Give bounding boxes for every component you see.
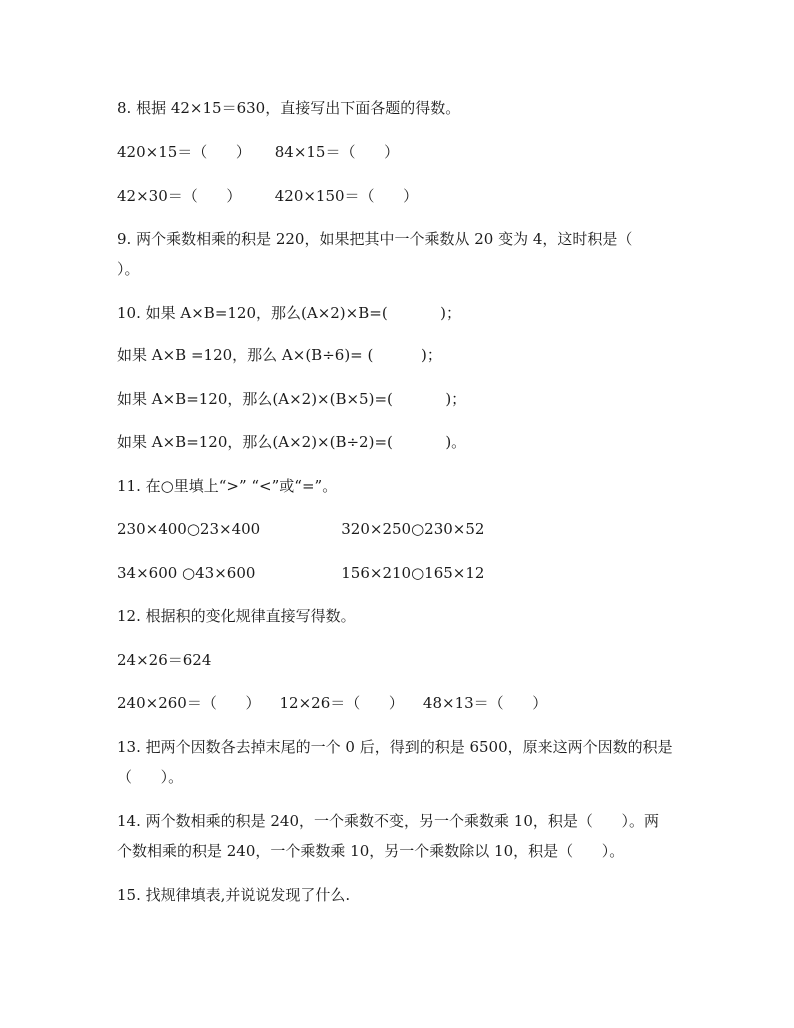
question-12-given: 24×26＝624	[117, 651, 212, 669]
question-10-title: 10. 如果 A×B=120，那么(A×2)×B=( )；	[117, 304, 461, 322]
question-12-row: 240×260＝（ ） 12×26＝（ ） 48×13＝（ ）	[117, 694, 548, 712]
question-14-text-cont: 个数相乘的积是 240，一个乘数乘 10，另一个乘数除以 10，积是（ ）。	[117, 842, 625, 860]
question-11-row-1: 230×400○23×400 320×250○230×52	[117, 520, 485, 538]
question-8-title: 8. 根据 42×15＝630，直接写出下面各题的得数。	[117, 99, 461, 117]
question-13-text-cont: （ ）。	[117, 768, 184, 786]
question-14-text: 14. 两个数相乘的积是 240，一个乘数不变，另一个乘数乘 10，积是（ ）。两	[117, 812, 659, 830]
question-11-row-2: 34×600 ○43×600 156×210○165×12	[117, 564, 485, 582]
question-12-title: 12. 根据积的变化规律直接写得数。	[117, 607, 356, 625]
question-11-title: 11. 在○里填上“>” “<”或“=”。	[117, 477, 338, 495]
question-8-row-2: 42×30＝（ ） 420×150＝（ ）	[117, 187, 419, 205]
question-10-row-3: 如果 A×B=120，那么(A×2)×(B×5)=( )；	[117, 390, 467, 408]
question-10-row-2: 如果 A×B =120，那么 A×(B÷6)= ( )；	[117, 346, 442, 364]
question-15-title: 15. 找规律填表,并说说发现了什么.	[117, 886, 351, 904]
question-13-text: 13. 把两个因数各去掉末尾的一个 0 后，得到的积是 6500，原来这两个因数的积是	[117, 738, 673, 756]
question-8-row-1: 420×15＝（ ） 84×15＝（ ）	[117, 143, 400, 161]
question-9-text: 9. 两个乘数相乘的积是 220，如果把其中一个乘数从 20 变为 4，这时积是（	[117, 230, 633, 248]
question-10-row-4: 如果 A×B=120，那么(A×2)×(B÷2)=( )。	[117, 433, 467, 451]
question-9-text-cont: ）。	[117, 260, 140, 278]
